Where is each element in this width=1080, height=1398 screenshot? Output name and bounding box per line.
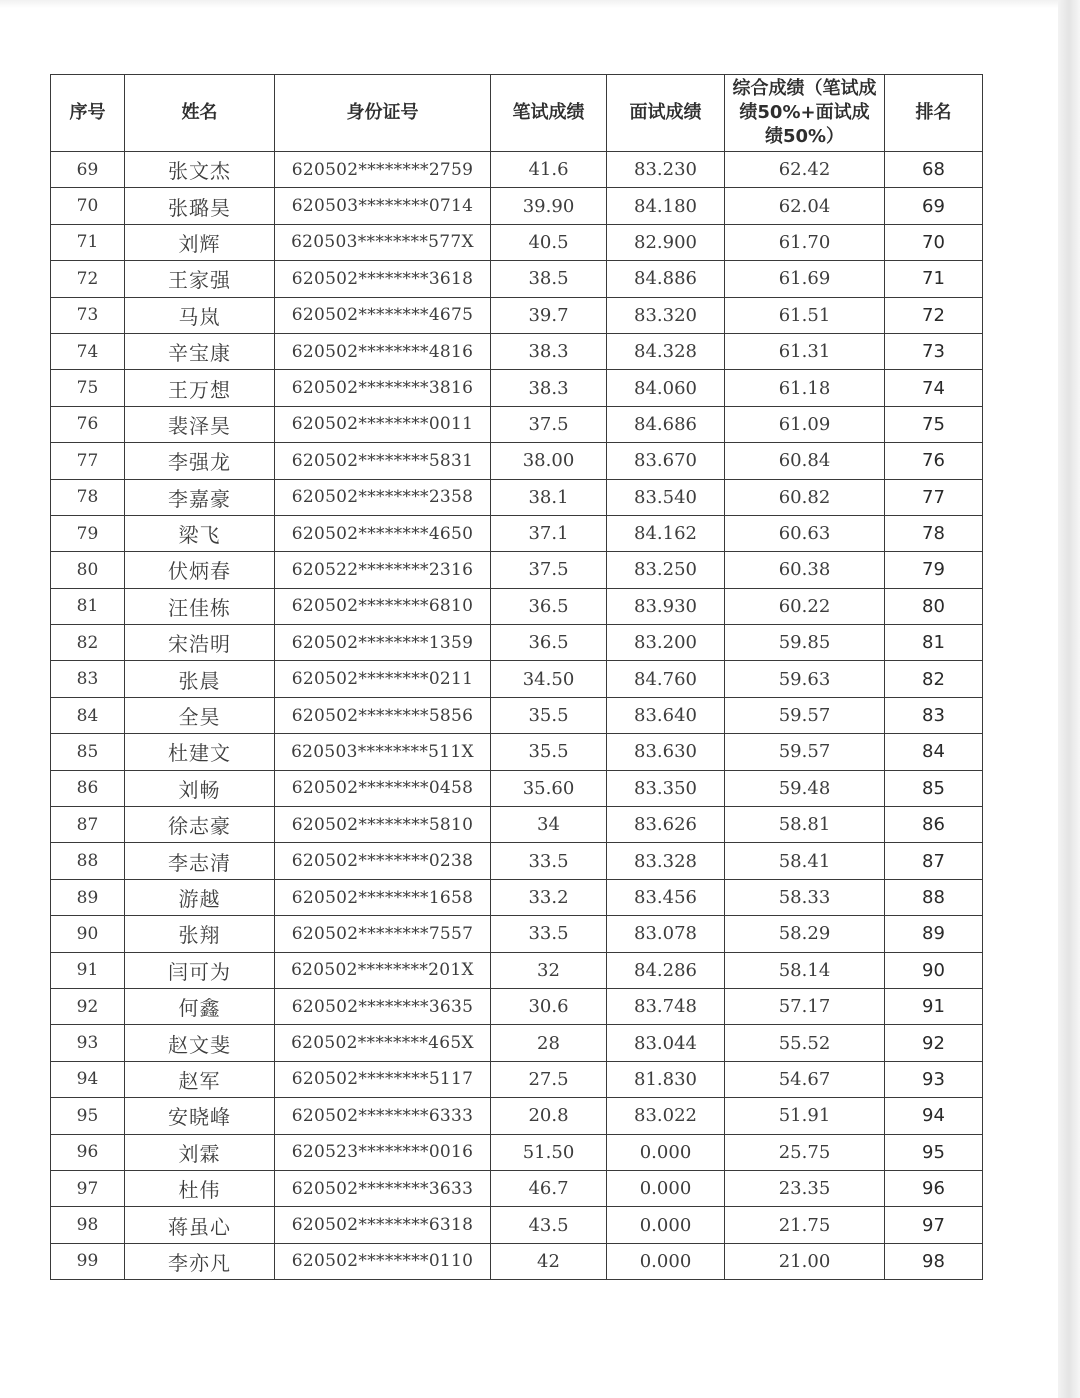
cell-name: 刘畅 bbox=[125, 770, 275, 806]
cell-name: 徐志豪 bbox=[125, 807, 275, 843]
page-top-edge bbox=[0, 0, 1058, 8]
cell-rank: 69 bbox=[885, 188, 983, 224]
cell-rank: 92 bbox=[885, 1025, 983, 1061]
cell-total: 51.91 bbox=[725, 1098, 885, 1134]
cell-total: 60.82 bbox=[725, 479, 885, 515]
cell-name: 蒋虽心 bbox=[125, 1207, 275, 1243]
table-row bbox=[51, 1207, 983, 1243]
cell-interview: 84.180 bbox=[607, 188, 725, 224]
table-row bbox=[51, 261, 983, 297]
cell-total: 60.63 bbox=[725, 515, 885, 551]
header-row bbox=[51, 75, 983, 152]
cell-name: 赵军 bbox=[125, 1061, 275, 1097]
cell-name: 杜建文 bbox=[125, 734, 275, 770]
cell-id: 620502********2759 bbox=[275, 152, 491, 188]
cell-seq: 73 bbox=[51, 297, 125, 333]
cell-interview: 83.640 bbox=[607, 697, 725, 733]
cell-seq: 80 bbox=[51, 552, 125, 588]
cell-written: 38.3 bbox=[491, 370, 607, 406]
cell-rank: 82 bbox=[885, 661, 983, 697]
header-rank: 排名 bbox=[885, 75, 983, 152]
cell-rank: 74 bbox=[885, 370, 983, 406]
cell-total: 59.48 bbox=[725, 770, 885, 806]
cell-written: 37.5 bbox=[491, 406, 607, 442]
cell-total: 57.17 bbox=[725, 988, 885, 1024]
cell-name: 马岚 bbox=[125, 297, 275, 333]
cell-seq: 95 bbox=[51, 1098, 125, 1134]
cell-interview: 83.350 bbox=[607, 770, 725, 806]
cell-rank: 76 bbox=[885, 443, 983, 479]
cell-written: 38.00 bbox=[491, 443, 607, 479]
cell-name: 梁飞 bbox=[125, 515, 275, 551]
cell-seq: 93 bbox=[51, 1025, 125, 1061]
cell-interview: 83.200 bbox=[607, 625, 725, 661]
cell-total: 58.14 bbox=[725, 952, 885, 988]
cell-written: 30.6 bbox=[491, 988, 607, 1024]
cell-total: 23.35 bbox=[725, 1170, 885, 1206]
cell-total: 60.22 bbox=[725, 588, 885, 624]
cell-total: 61.31 bbox=[725, 333, 885, 369]
cell-interview: 82.900 bbox=[607, 224, 725, 260]
table-row bbox=[51, 697, 983, 733]
cell-interview: 83.626 bbox=[607, 807, 725, 843]
cell-interview: 84.162 bbox=[607, 515, 725, 551]
cell-written: 20.8 bbox=[491, 1098, 607, 1134]
cell-total: 58.29 bbox=[725, 916, 885, 952]
cell-name: 汪佳栋 bbox=[125, 588, 275, 624]
cell-id: 620502********6810 bbox=[275, 588, 491, 624]
cell-id: 620502********0238 bbox=[275, 843, 491, 879]
cell-name: 李强龙 bbox=[125, 443, 275, 479]
cell-rank: 87 bbox=[885, 843, 983, 879]
cell-seq: 99 bbox=[51, 1243, 125, 1279]
cell-written: 37.1 bbox=[491, 515, 607, 551]
table-row bbox=[51, 1170, 983, 1206]
cell-written: 37.5 bbox=[491, 552, 607, 588]
cell-seq: 97 bbox=[51, 1170, 125, 1206]
cell-id: 620502********0011 bbox=[275, 406, 491, 442]
cell-rank: 91 bbox=[885, 988, 983, 1024]
cell-seq: 84 bbox=[51, 697, 125, 733]
cell-interview: 83.230 bbox=[607, 152, 725, 188]
cell-seq: 86 bbox=[51, 770, 125, 806]
table-row bbox=[51, 333, 983, 369]
cell-rank: 83 bbox=[885, 697, 983, 733]
cell-seq: 82 bbox=[51, 625, 125, 661]
cell-id: 620502********465X bbox=[275, 1025, 491, 1061]
table-row bbox=[51, 879, 983, 915]
cell-seq: 92 bbox=[51, 988, 125, 1024]
cell-name: 杜伟 bbox=[125, 1170, 275, 1206]
cell-total: 62.04 bbox=[725, 188, 885, 224]
cell-rank: 97 bbox=[885, 1207, 983, 1243]
cell-name: 全昊 bbox=[125, 697, 275, 733]
table-row bbox=[51, 443, 983, 479]
cell-total: 54.67 bbox=[725, 1061, 885, 1097]
cell-id: 620503********577X bbox=[275, 224, 491, 260]
cell-id: 620502********201X bbox=[275, 952, 491, 988]
cell-name: 裴泽昊 bbox=[125, 406, 275, 442]
table-row bbox=[51, 152, 983, 188]
cell-rank: 71 bbox=[885, 261, 983, 297]
cell-rank: 77 bbox=[885, 479, 983, 515]
cell-total: 59.57 bbox=[725, 697, 885, 733]
cell-written: 28 bbox=[491, 1025, 607, 1061]
cell-written: 36.5 bbox=[491, 588, 607, 624]
cell-interview: 84.328 bbox=[607, 333, 725, 369]
table-body bbox=[51, 152, 983, 1280]
cell-name: 李亦凡 bbox=[125, 1243, 275, 1279]
cell-id: 620502********3633 bbox=[275, 1170, 491, 1206]
header-written: 笔试成绩 bbox=[491, 75, 607, 152]
cell-seq: 76 bbox=[51, 406, 125, 442]
cell-written: 39.7 bbox=[491, 297, 607, 333]
cell-rank: 85 bbox=[885, 770, 983, 806]
cell-name: 游越 bbox=[125, 879, 275, 915]
cell-seq: 91 bbox=[51, 952, 125, 988]
cell-interview: 84.060 bbox=[607, 370, 725, 406]
cell-seq: 83 bbox=[51, 661, 125, 697]
cell-id: 620502********4675 bbox=[275, 297, 491, 333]
score-table bbox=[50, 74, 983, 1280]
cell-id: 620502********5856 bbox=[275, 697, 491, 733]
cell-interview: 83.540 bbox=[607, 479, 725, 515]
table-row bbox=[51, 770, 983, 806]
cell-name: 李嘉豪 bbox=[125, 479, 275, 515]
cell-seq: 77 bbox=[51, 443, 125, 479]
cell-name: 王万想 bbox=[125, 370, 275, 406]
cell-rank: 70 bbox=[885, 224, 983, 260]
cell-total: 61.09 bbox=[725, 406, 885, 442]
cell-total: 60.84 bbox=[725, 443, 885, 479]
cell-id: 620502********5810 bbox=[275, 807, 491, 843]
cell-name: 伏炳春 bbox=[125, 552, 275, 588]
cell-total: 62.42 bbox=[725, 152, 885, 188]
cell-rank: 96 bbox=[885, 1170, 983, 1206]
cell-id: 620503********0714 bbox=[275, 188, 491, 224]
cell-interview: 84.686 bbox=[607, 406, 725, 442]
cell-rank: 78 bbox=[885, 515, 983, 551]
cell-seq: 74 bbox=[51, 333, 125, 369]
cell-seq: 78 bbox=[51, 479, 125, 515]
cell-name: 张文杰 bbox=[125, 152, 275, 188]
cell-total: 59.63 bbox=[725, 661, 885, 697]
cell-total: 59.57 bbox=[725, 734, 885, 770]
cell-seq: 81 bbox=[51, 588, 125, 624]
cell-written: 40.5 bbox=[491, 224, 607, 260]
table-row bbox=[51, 916, 983, 952]
cell-written: 27.5 bbox=[491, 1061, 607, 1097]
cell-written: 38.5 bbox=[491, 261, 607, 297]
cell-name: 何鑫 bbox=[125, 988, 275, 1024]
cell-written: 42 bbox=[491, 1243, 607, 1279]
cell-id: 620502********5831 bbox=[275, 443, 491, 479]
cell-rank: 90 bbox=[885, 952, 983, 988]
cell-id: 620523********0016 bbox=[275, 1134, 491, 1170]
cell-interview: 83.044 bbox=[607, 1025, 725, 1061]
cell-interview: 83.250 bbox=[607, 552, 725, 588]
cell-name: 李志清 bbox=[125, 843, 275, 879]
cell-total: 58.41 bbox=[725, 843, 885, 879]
cell-id: 620502********0458 bbox=[275, 770, 491, 806]
cell-seq: 96 bbox=[51, 1134, 125, 1170]
page-right-edge bbox=[1058, 0, 1080, 1398]
cell-written: 46.7 bbox=[491, 1170, 607, 1206]
cell-interview: 84.886 bbox=[607, 261, 725, 297]
cell-interview: 83.456 bbox=[607, 879, 725, 915]
cell-name: 王家强 bbox=[125, 261, 275, 297]
cell-name: 刘霖 bbox=[125, 1134, 275, 1170]
cell-interview: 83.328 bbox=[607, 843, 725, 879]
cell-id: 620502********7557 bbox=[275, 916, 491, 952]
table-row bbox=[51, 1061, 983, 1097]
cell-id: 620502********6333 bbox=[275, 1098, 491, 1134]
cell-rank: 86 bbox=[885, 807, 983, 843]
table-row bbox=[51, 661, 983, 697]
cell-written: 32 bbox=[491, 952, 607, 988]
table-row bbox=[51, 734, 983, 770]
cell-seq: 87 bbox=[51, 807, 125, 843]
cell-seq: 94 bbox=[51, 1061, 125, 1097]
cell-written: 34.50 bbox=[491, 661, 607, 697]
cell-written: 34 bbox=[491, 807, 607, 843]
cell-interview: 83.930 bbox=[607, 588, 725, 624]
header-total: 综合成绩（笔试成绩50%+面试成绩50%） bbox=[725, 75, 885, 152]
cell-rank: 75 bbox=[885, 406, 983, 442]
cell-total: 61.18 bbox=[725, 370, 885, 406]
header-id: 身份证号 bbox=[275, 75, 491, 152]
cell-name: 安晓峰 bbox=[125, 1098, 275, 1134]
cell-rank: 84 bbox=[885, 734, 983, 770]
cell-rank: 68 bbox=[885, 152, 983, 188]
cell-interview: 0.000 bbox=[607, 1207, 725, 1243]
table-row bbox=[51, 188, 983, 224]
table-row bbox=[51, 1243, 983, 1279]
table-row bbox=[51, 370, 983, 406]
cell-seq: 88 bbox=[51, 843, 125, 879]
cell-total: 58.33 bbox=[725, 879, 885, 915]
cell-rank: 89 bbox=[885, 916, 983, 952]
cell-name: 刘辉 bbox=[125, 224, 275, 260]
table-row bbox=[51, 625, 983, 661]
cell-interview: 83.748 bbox=[607, 988, 725, 1024]
cell-seq: 79 bbox=[51, 515, 125, 551]
cell-written: 36.5 bbox=[491, 625, 607, 661]
table-row bbox=[51, 297, 983, 333]
cell-interview: 0.000 bbox=[607, 1134, 725, 1170]
cell-total: 61.69 bbox=[725, 261, 885, 297]
cell-id: 620522********2316 bbox=[275, 552, 491, 588]
cell-seq: 69 bbox=[51, 152, 125, 188]
table-row bbox=[51, 807, 983, 843]
table-row bbox=[51, 552, 983, 588]
cell-total: 25.75 bbox=[725, 1134, 885, 1170]
cell-interview: 83.630 bbox=[607, 734, 725, 770]
table-row bbox=[51, 515, 983, 551]
cell-rank: 72 bbox=[885, 297, 983, 333]
header-seq: 序号 bbox=[51, 75, 125, 152]
cell-written: 33.2 bbox=[491, 879, 607, 915]
cell-interview: 83.320 bbox=[607, 297, 725, 333]
cell-written: 35.5 bbox=[491, 697, 607, 733]
cell-written: 38.3 bbox=[491, 333, 607, 369]
cell-total: 61.70 bbox=[725, 224, 885, 260]
cell-rank: 81 bbox=[885, 625, 983, 661]
cell-id: 620502********1658 bbox=[275, 879, 491, 915]
cell-rank: 94 bbox=[885, 1098, 983, 1134]
cell-interview: 84.760 bbox=[607, 661, 725, 697]
cell-rank: 98 bbox=[885, 1243, 983, 1279]
cell-total: 59.85 bbox=[725, 625, 885, 661]
table-row bbox=[51, 479, 983, 515]
cell-id: 620502********4816 bbox=[275, 333, 491, 369]
cell-name: 闫可为 bbox=[125, 952, 275, 988]
cell-rank: 93 bbox=[885, 1061, 983, 1097]
cell-id: 620502********3635 bbox=[275, 988, 491, 1024]
cell-written: 41.6 bbox=[491, 152, 607, 188]
cell-total: 55.52 bbox=[725, 1025, 885, 1061]
cell-id: 620502********4650 bbox=[275, 515, 491, 551]
cell-interview: 81.830 bbox=[607, 1061, 725, 1097]
table-row bbox=[51, 224, 983, 260]
cell-written: 39.90 bbox=[491, 188, 607, 224]
cell-rank: 73 bbox=[885, 333, 983, 369]
table-row bbox=[51, 952, 983, 988]
cell-rank: 95 bbox=[885, 1134, 983, 1170]
header-name: 姓名 bbox=[125, 75, 275, 152]
cell-name: 张璐昊 bbox=[125, 188, 275, 224]
cell-written: 35.60 bbox=[491, 770, 607, 806]
cell-written: 33.5 bbox=[491, 916, 607, 952]
cell-interview: 83.022 bbox=[607, 1098, 725, 1134]
cell-written: 43.5 bbox=[491, 1207, 607, 1243]
cell-seq: 71 bbox=[51, 224, 125, 260]
cell-written: 33.5 bbox=[491, 843, 607, 879]
cell-id: 620503********511X bbox=[275, 734, 491, 770]
cell-seq: 72 bbox=[51, 261, 125, 297]
cell-name: 张翔 bbox=[125, 916, 275, 952]
cell-name: 赵文斐 bbox=[125, 1025, 275, 1061]
cell-seq: 89 bbox=[51, 879, 125, 915]
cell-id: 620502********3816 bbox=[275, 370, 491, 406]
cell-seq: 85 bbox=[51, 734, 125, 770]
cell-seq: 90 bbox=[51, 916, 125, 952]
cell-interview: 0.000 bbox=[607, 1170, 725, 1206]
table-row bbox=[51, 1134, 983, 1170]
cell-written: 35.5 bbox=[491, 734, 607, 770]
cell-id: 620502********3618 bbox=[275, 261, 491, 297]
cell-name: 宋浩明 bbox=[125, 625, 275, 661]
cell-seq: 98 bbox=[51, 1207, 125, 1243]
table-row bbox=[51, 1025, 983, 1061]
header-interview: 面试成绩 bbox=[607, 75, 725, 152]
cell-id: 620502********1359 bbox=[275, 625, 491, 661]
cell-id: 620502********0211 bbox=[275, 661, 491, 697]
cell-interview: 84.286 bbox=[607, 952, 725, 988]
cell-id: 620502********6318 bbox=[275, 1207, 491, 1243]
cell-total: 60.38 bbox=[725, 552, 885, 588]
cell-rank: 88 bbox=[885, 879, 983, 915]
cell-interview: 83.670 bbox=[607, 443, 725, 479]
cell-seq: 75 bbox=[51, 370, 125, 406]
cell-id: 620502********2358 bbox=[275, 479, 491, 515]
cell-written: 51.50 bbox=[491, 1134, 607, 1170]
cell-id: 620502********0110 bbox=[275, 1243, 491, 1279]
table-row bbox=[51, 1098, 983, 1134]
table-header bbox=[51, 75, 983, 152]
cell-total: 21.00 bbox=[725, 1243, 885, 1279]
cell-written: 38.1 bbox=[491, 479, 607, 515]
cell-seq: 70 bbox=[51, 188, 125, 224]
cell-id: 620502********5117 bbox=[275, 1061, 491, 1097]
cell-name: 张晨 bbox=[125, 661, 275, 697]
table-row bbox=[51, 588, 983, 624]
table-row bbox=[51, 843, 983, 879]
cell-name: 辛宝康 bbox=[125, 333, 275, 369]
table-row bbox=[51, 406, 983, 442]
cell-total: 61.51 bbox=[725, 297, 885, 333]
cell-interview: 83.078 bbox=[607, 916, 725, 952]
cell-rank: 79 bbox=[885, 552, 983, 588]
cell-total: 58.81 bbox=[725, 807, 885, 843]
cell-rank: 80 bbox=[885, 588, 983, 624]
cell-total: 21.75 bbox=[725, 1207, 885, 1243]
table-row bbox=[51, 988, 983, 1024]
cell-interview: 0.000 bbox=[607, 1243, 725, 1279]
